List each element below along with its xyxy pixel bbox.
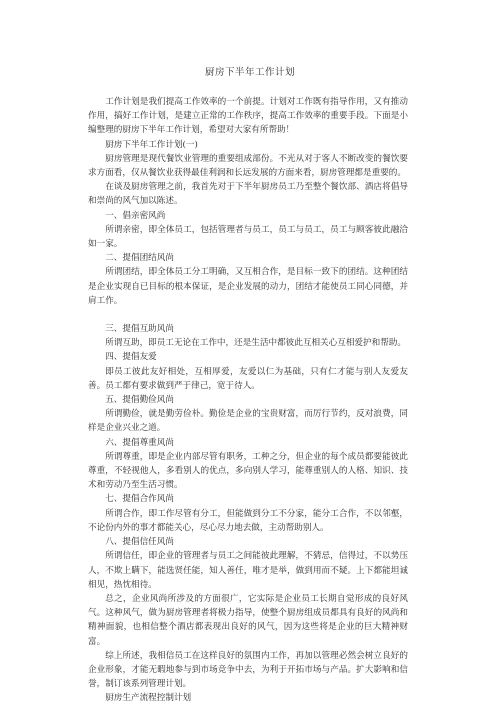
paragraph: 即员工彼此友好相处，互相厚爱，友爱以仁为基础，只有仁才能与别人友爱友善。员工都有要求做到严于律己，宽于待人。 — [88, 366, 408, 391]
paragraph: 所谓互助，即员工无论在工作中，还是生活中都彼此互相关心互相爱护和帮助。 — [105, 338, 406, 349]
document-title: 厨房下半年工作计划 — [204, 67, 295, 78]
section-heading: 四、提倡友爱 — [105, 352, 157, 363]
paragraph: 所谓信任，即企业的管理者与员工之间能彼此理解，不猜忌，信得过，不以势压人，不欺上瞒下，能选贤任能，知人善任，唯才是举，做到用而不疑。上下都能坦诚相见，热忱相待。 — [88, 551, 408, 590]
paragraph: 厨房管理是现代餐饮业管理的重要组成部份。不光从对于客人不断改变的餐饮要求方面看，仅从餐饮业获得最佳利润和长远发展的方面来看，厨房管理都是重要的。 — [88, 153, 408, 179]
paragraph: 总之，企业风尚所涉及的方面很广，它实际是企业员工长期自觉形成的良好风气。这种风气，做为厨房管理者将极力指导，使整个厨房组成员都具有良好的风尚和精神面貌，也相信整个酒店都表现出良好的风气，因为这些将是企业的巨大精神财富。 — [88, 593, 408, 647]
section-heading: 三、提倡互助风尚 — [105, 324, 174, 335]
paragraph: 所谓团结，即全体员工分工明确，又互相合作，是目标一致下的团结。这种团结是企业实现自已目标的根本保证，是企业发展的动力，团结才能使员工同心同德，并肩工作。 — [88, 267, 408, 306]
section-heading: 一、倡亲密风尚 — [105, 210, 166, 221]
paragraph: 所谓尊重，即是企业内部尽管有职务，工种之分，但企业的每个成员都要能彼此尊重，不轻视他人，多看别人的优点，多向别人学习，能尊重别人的人格、知识、技术和劳动乃至生活习惯。 — [88, 451, 408, 491]
paragraph: 所谓亲密，即全体员工，包括管理者与员工，员工与员工，员工与顾客彼此融洽如一家。 — [88, 224, 408, 250]
section-heading: 七、提倡合作风尚 — [105, 494, 174, 505]
paragraph: 综上所述，我相信员工在这样良好的氛围内工作，再加以管理必然会树立良好的企业形象，才能无暇地参与到市场竞争中去，为利于开拓市场与产品。扩大影响和信誉，制订该系列管理计划。 — [88, 650, 408, 690]
paragraph: 在谈及厨房管理之前，我首先对于下半年厨房员工乃至整个餐饮部、酒店将倡导和崇尚的风气加以陈述。 — [88, 182, 408, 207]
section-heading: 二、提倡团结风尚 — [105, 253, 174, 264]
paragraph: 所谓勤俭，就是勤劳俭朴。勤俭是企业的宝贵财富，而厉行节约，反对浪费，同样是企业兴业之道。 — [88, 409, 408, 434]
section-heading: 厨房生产流程控制计划 — [105, 693, 192, 704]
section-heading: 六、提倡尊重风尚 — [105, 437, 174, 448]
document-body — [88, 95, 408, 706]
paragraph: 厨房下半年工作计划(一) — [105, 139, 198, 150]
section-heading: 五、提倡勤俭风尚 — [105, 395, 174, 406]
paragraph: 工作计划是我们提高工作效率的一个前提。计划对工作既有指导作用，又有推动作用，搞好工作计划，是建立正常的工作秩序，提高工作效率的重要手段。下面是小编整理的厨房下半年工作计划，希望对大家有所帮助！ — [88, 97, 408, 136]
paragraph: 所谓合作，即工作尽管有分工，但能做到分工不分家，能分工合作，不以邻壑，不论份内外的事才都能关心，尽心尽力地去做，主动帮助别人。 — [88, 508, 408, 533]
section-heading: 八、提倡信任风尚 — [105, 537, 174, 548]
